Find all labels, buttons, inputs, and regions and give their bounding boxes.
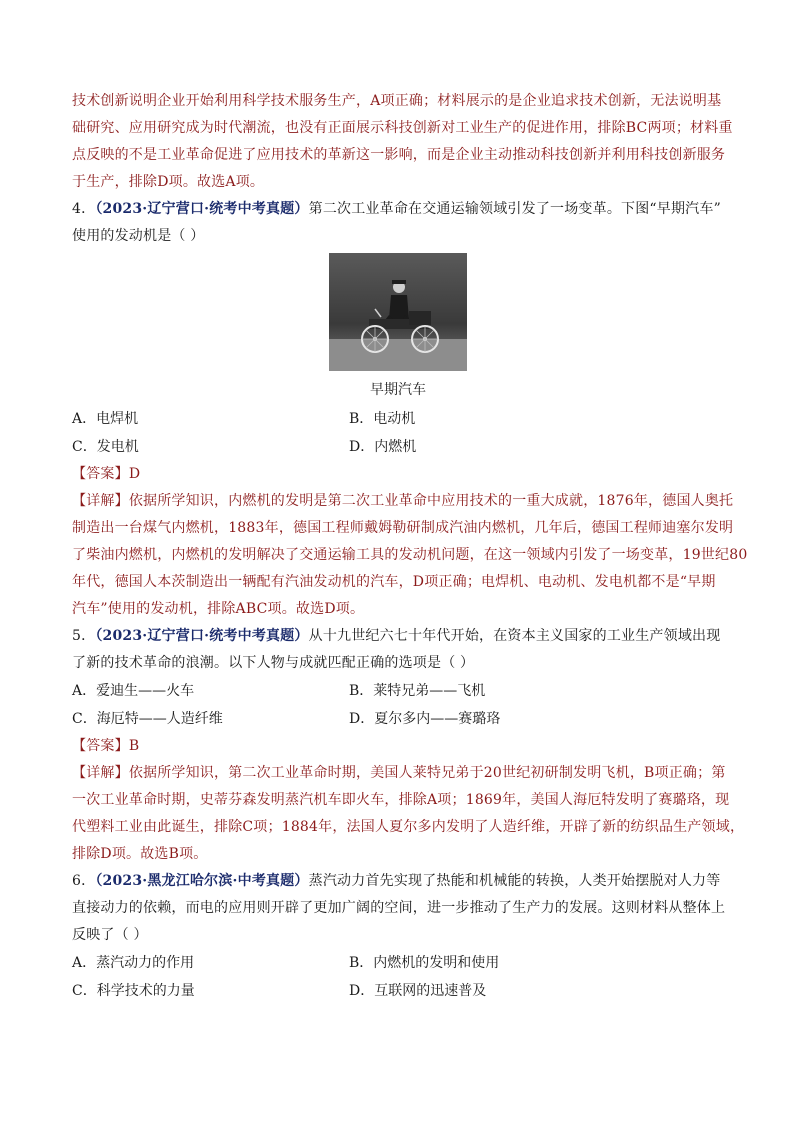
detail-line: 了柴油内燃机，内燃机的发明解决了交通运输工具的发动机问题，在这一领域内引发了一场变革，19世纪80 xyxy=(72,547,748,563)
detail-paragraph xyxy=(72,760,745,868)
answer-tag: 【答案】 xyxy=(72,738,129,754)
option-d[interactable]: D．夏尔多内——赛璐珞 xyxy=(349,711,501,727)
detail-line: 年代，德国人本茨制造出一辆配有汽油发动机的汽车，D项正确；电焊机、电动机、发电机都不是“早期 xyxy=(72,574,716,590)
detail-line: 排除D项。故选B项。 xyxy=(72,846,208,862)
option-a[interactable]: A．爱迪生——火车 xyxy=(72,683,195,699)
options-row xyxy=(72,677,724,705)
options-row xyxy=(72,977,724,1005)
option-c[interactable]: C．科学技术的力量 xyxy=(72,983,195,999)
question-4 xyxy=(72,196,748,623)
answer-tag: 【答案】 xyxy=(72,466,129,482)
detail-tag: 【详解】 xyxy=(72,493,129,509)
question-stem xyxy=(72,623,724,650)
detail-text: 依据所学知识，内燃机的发明是第二次工业革命中应用技术的一重大成就，1876年，德国人奥托 xyxy=(128,493,734,509)
intro-line: 技术创新说明企业开始利用科学技术服务生产，A项正确；材料展示的是企业追求技术创新，无法说明基 xyxy=(72,93,722,109)
question-stem-line: 了新的技术革命的浪潮。以下人物与成就匹配正确的选项是（ ） xyxy=(72,655,475,671)
detail-line xyxy=(72,488,734,515)
detail-line xyxy=(72,760,724,787)
question-stem-line: 直接动力的依赖，而电的应用则开辟了更加广阔的空间，进一步推动了生产力的发展。这则材料从整体上 xyxy=(72,900,726,916)
intro-line: 于生产，排除D项。故选A项。 xyxy=(72,174,265,190)
question-number: 5． xyxy=(72,628,96,644)
option-b[interactable]: B．电动机 xyxy=(349,411,416,427)
question-source: （2023·辽宁营口·统考中考真题） xyxy=(95,201,309,217)
question-source: （2023·辽宁营口·统考中考真题） xyxy=(95,628,309,644)
option-d[interactable]: D．内燃机 xyxy=(349,439,417,455)
option-c[interactable]: C．发电机 xyxy=(72,439,139,455)
option-a[interactable]: A．蒸汽动力的作用 xyxy=(72,955,195,971)
answer-line xyxy=(72,733,724,760)
question-stem-text: 第二次工业革命在交通运输领域引发了一场变革。下图“早期汽车” xyxy=(308,201,721,217)
options-row xyxy=(72,433,724,461)
intro-line: 础研究、应用研究成为时代潮流，也没有正面展示科技创新对工业生产的促进作用，排除BC两项；材料重 xyxy=(72,120,733,136)
option-d[interactable]: D．互联网的迅速普及 xyxy=(349,983,487,999)
answer-value: D xyxy=(128,466,141,482)
question-stem-text: 从十九世纪六七十年代开始，在资本主义国家的工业生产领域出现 xyxy=(308,628,721,644)
intro-line: 点反映的不是工业革命促进了应用技术的革新这一影响，而是企业主动推动科技创新并利用科技创新服务 xyxy=(72,147,726,163)
answer-value: B xyxy=(128,738,140,754)
detail-line: 汽车”使用的发动机，排除ABC项。故选D项。 xyxy=(72,601,365,617)
question-stem-line: 使用的发动机是（ ） xyxy=(72,228,205,244)
question-source: （2023·黑龙江哈尔滨·中考真题） xyxy=(95,873,309,889)
document-page xyxy=(72,88,748,1005)
question-5 xyxy=(72,623,745,868)
question-number: 4． xyxy=(72,201,96,217)
question-stem xyxy=(72,868,724,895)
detail-text: 依据所学知识，第二次工业革命时期，美国人莱特兄弟于20世纪初研制发明飞机，B项正确；第 xyxy=(128,765,726,781)
early-car-photo xyxy=(329,253,467,371)
option-b[interactable]: B．莱特兄弟——飞机 xyxy=(349,683,486,699)
options-row xyxy=(72,405,724,433)
detail-line: 代塑料工业由此诞生，排除C项；1884年，法国人夏尔多内发明了人造纤维，开辟了新的纺织品生产领域， xyxy=(72,819,745,835)
detail-line: 制造出一台煤气内燃机，1883年，德国工程师戴姆勒研制成汽油内燃机，几年后，德国工程师迪塞尔发明 xyxy=(72,520,734,536)
answer-line xyxy=(72,461,724,488)
question-number: 6． xyxy=(72,873,96,889)
option-a[interactable]: A．电焊机 xyxy=(72,411,139,427)
question-stem-line: 反映了（ ） xyxy=(72,927,148,943)
figure xyxy=(72,253,724,405)
question-6 xyxy=(72,868,724,1005)
question-stem-text: 蒸汽动力首先实现了热能和机械能的转换，人类开始摆脱对人力等 xyxy=(308,873,721,889)
option-c[interactable]: C．海厄特——人造纤维 xyxy=(72,711,223,727)
intro-paragraph xyxy=(72,88,733,196)
figure-caption: 早期汽车 xyxy=(370,382,426,398)
question-stem xyxy=(72,196,724,223)
detail-paragraph xyxy=(72,488,748,623)
option-b[interactable]: B．内燃机的发明和使用 xyxy=(349,955,500,971)
detail-tag: 【详解】 xyxy=(72,765,129,781)
options-row xyxy=(72,705,724,733)
detail-line: 一次工业革命时期，史蒂芬森发明蒸汽机车即火车，排除A项；1869年，美国人海厄特发明了赛璐珞，现 xyxy=(72,792,730,808)
options-row xyxy=(72,949,724,977)
